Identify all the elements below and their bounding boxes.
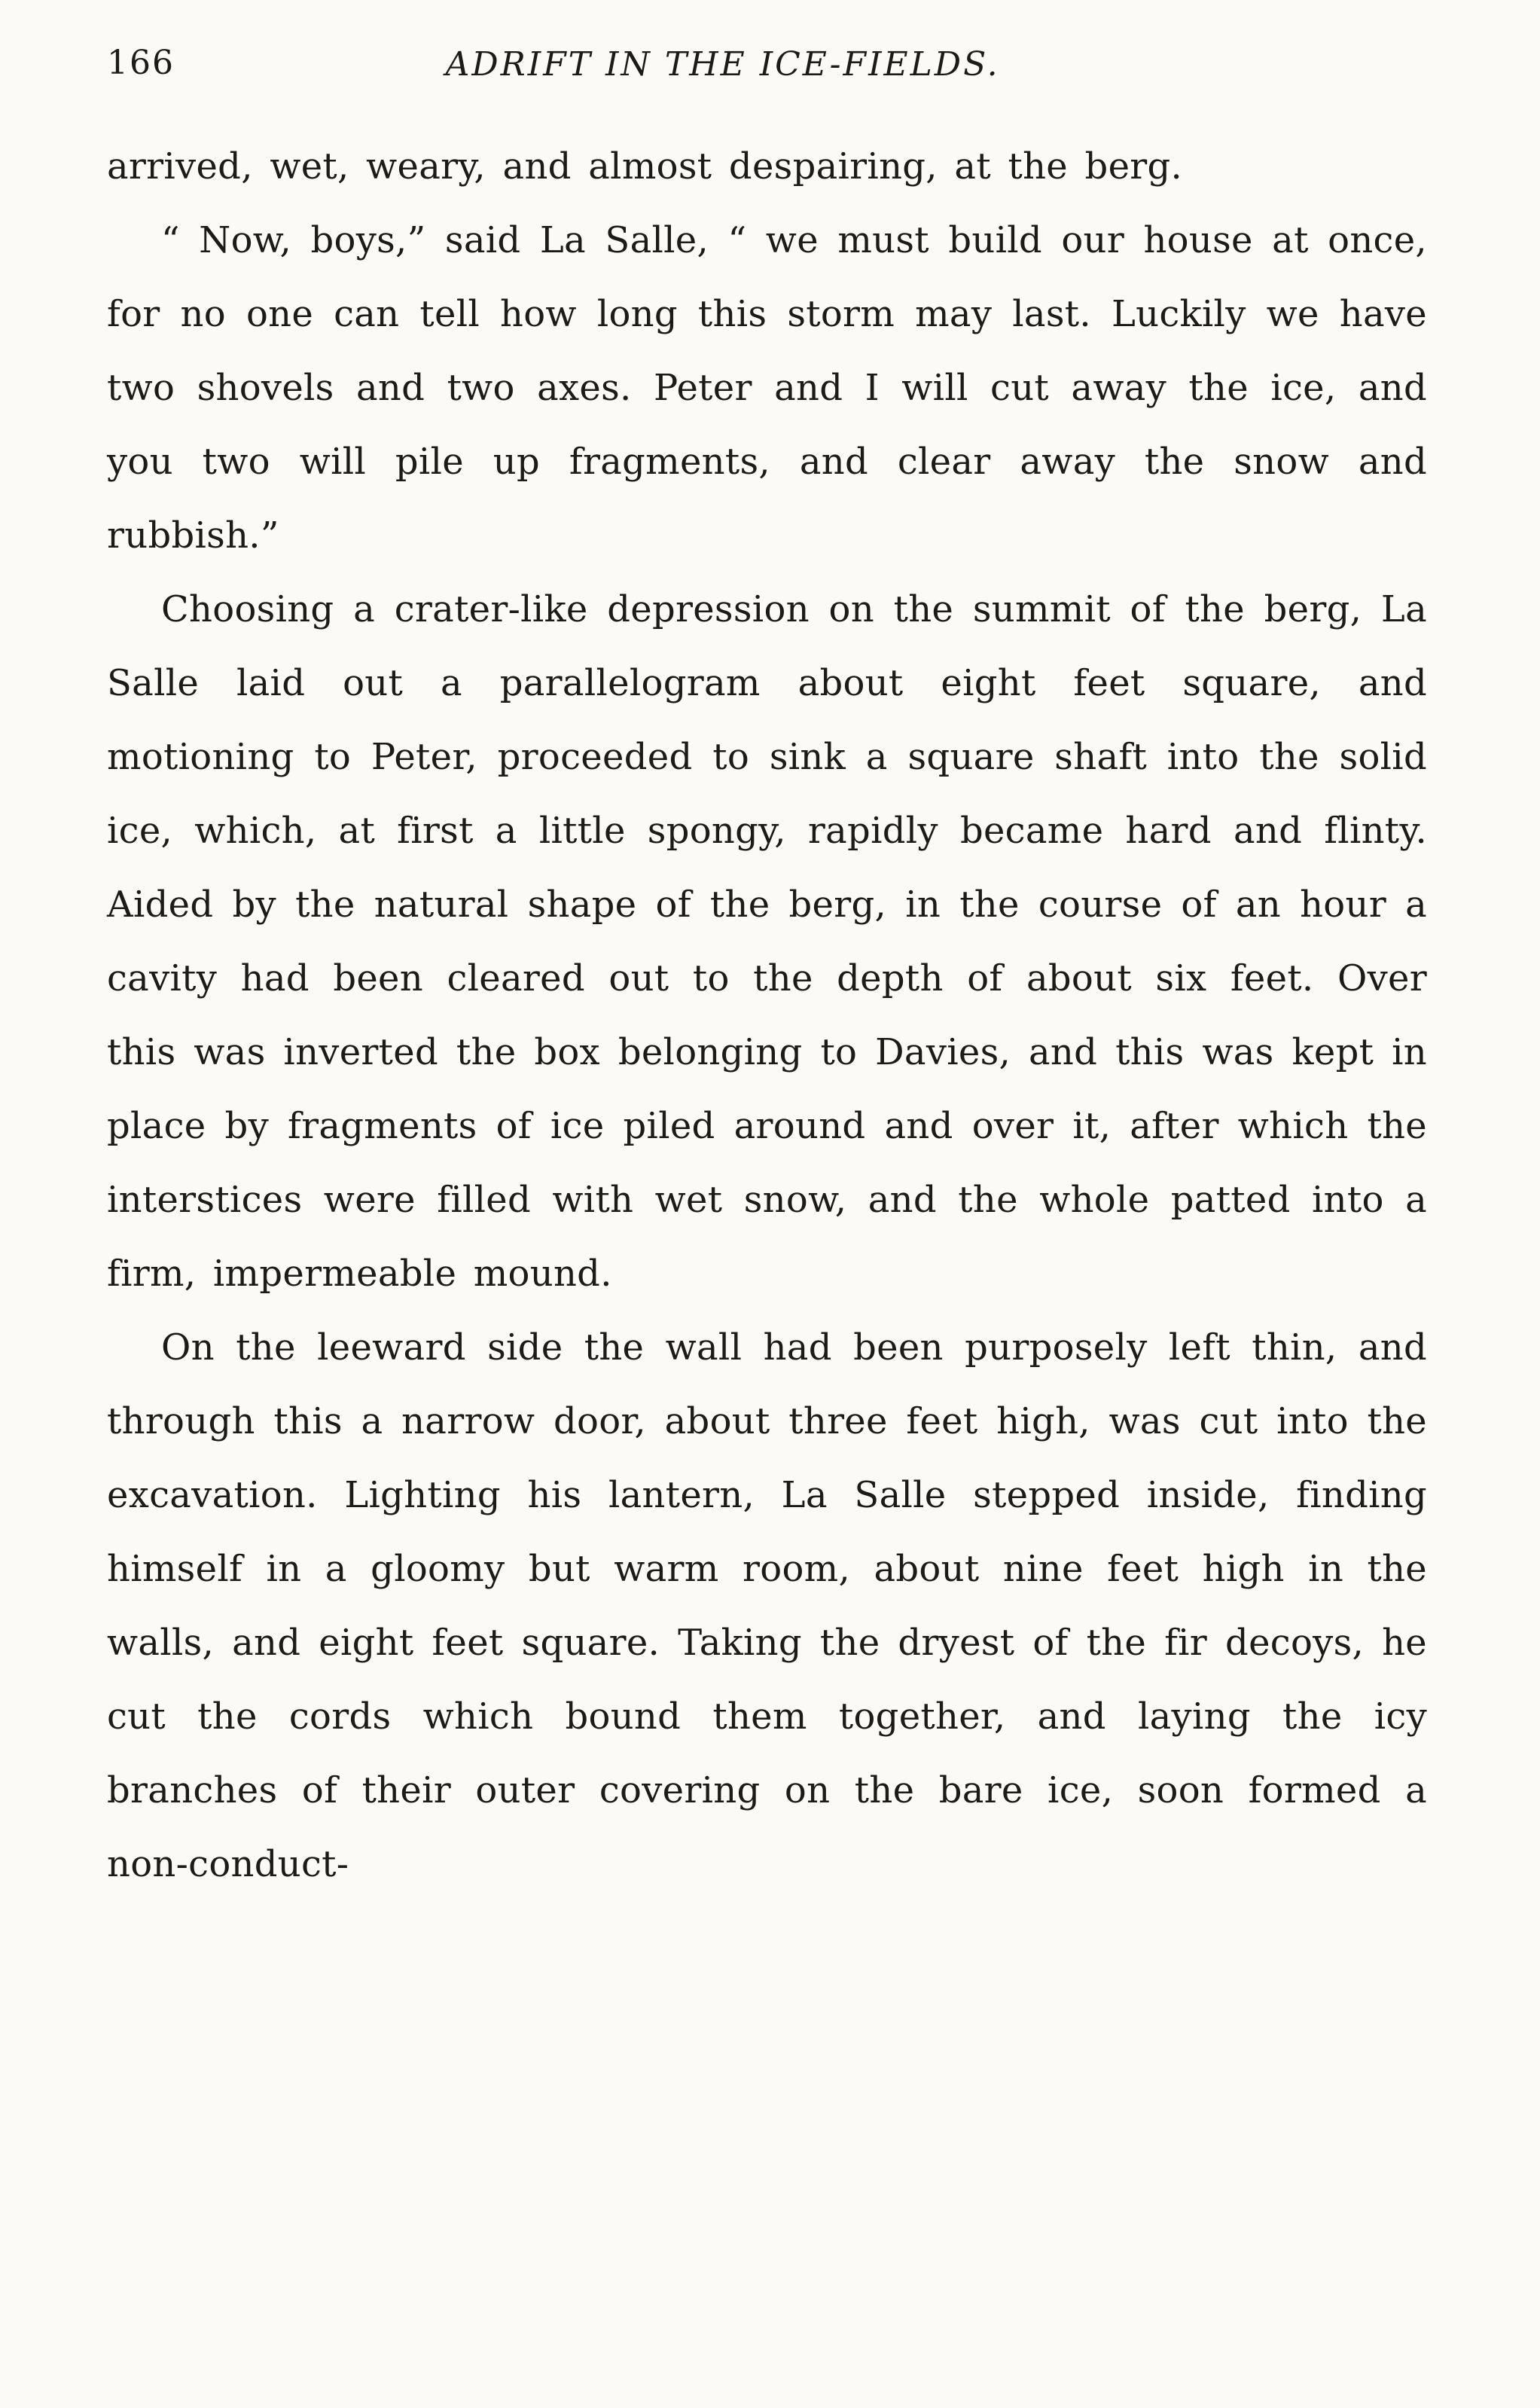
paragraph-dialogue: “ Now, boys,” said La Salle, “ we must build our house at once, for no one can tell how long this storm may last. Luckily we have two shovels and two axes. Peter and I will cut away the ice, and you two will pile up fragments, and clear away the snow and rubbish.” bbox=[107, 219, 1427, 557]
paragraph-continuation: arrived, wet, weary, and almost despairing, at the berg. bbox=[107, 145, 1183, 188]
paragraph-narrative: On the leeward side the wall had been purposely left thin, and through this a narrow door, about three feet high, was cut into the excavation. Lighting his lantern, La Salle stepped inside, finding himself in a gloomy but warm room, about nine feet high in the walls, and eight feet square. Taking the dryest of the fir decoys, he cut the cords which bound them together, and laying the icy branches of their outer covering on the bare ice, soon formed a non-conduct- bbox=[107, 1326, 1427, 1885]
page-body bbox=[107, 130, 1427, 1901]
running-header-title: ADRIFT IN THE ICE-FIELDS. bbox=[445, 45, 1000, 84]
page-number: 166 bbox=[107, 44, 175, 82]
running-header bbox=[107, 44, 1427, 116]
paragraph-narrative: Choosing a crater-like depression on the summit of the berg, La Salle laid out a parallelogram about eight feet square, and motioning to Peter, proceeded to sink a square shaft into the solid ice, which, at first a little spongy, rapidly became hard and flinty. Aided by the natural shape of the berg, in the course of an hour a cavity had been cleared out to the depth of about six feet. Over this was inverted the box belonging to Davies, and this was kept in place by fragments of ice piled around and over it, after which the interstices were filled with wet snow, and the whole patted into a firm, impermeable mound. bbox=[107, 588, 1427, 1295]
